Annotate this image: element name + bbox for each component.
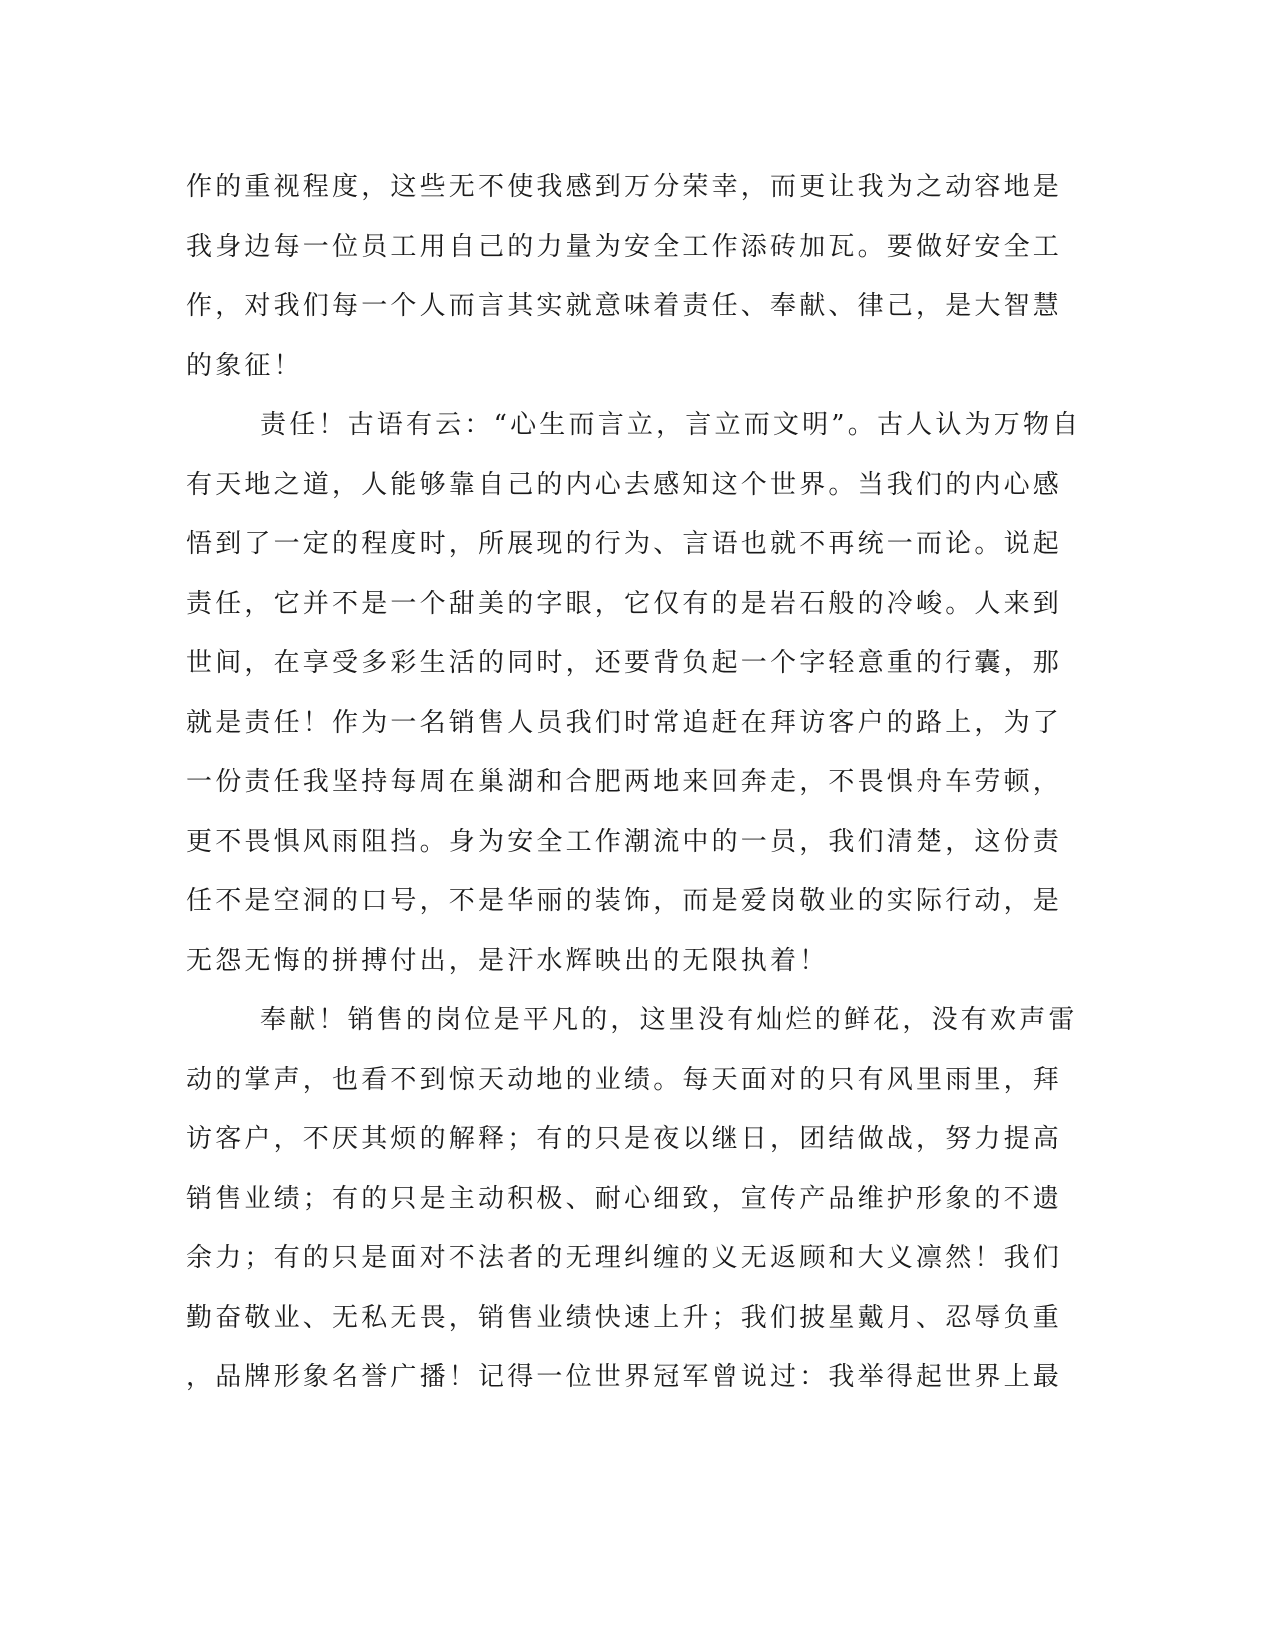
- text-line: 任不是空洞的口号，不是华丽的装饰，而是爱岗敬业的实际行动，是: [186, 886, 1063, 916]
- text-line: 悟到了一定的程度时，所展现的行为、言语也就不再统一而论。说起: [186, 529, 1063, 559]
- text-line: 无怨无悔的拼搏付出，是汗水辉映出的无限执着！: [186, 945, 829, 976]
- text-line: 我身边每一位员工用自己的力量为安全工作添砖加瓦。要做好安全工: [186, 231, 1063, 262]
- paragraph-start-dedication: 奉献！销售的岗位是平凡的，这里没有灿烂的鲜花，没有欢声雷: [260, 1005, 1078, 1035]
- text-line: 访客户，不厌其烦的解释；有的只是夜以继日，团结做战，努力提高: [186, 1124, 1063, 1154]
- text-line: 有天地之道，人能够靠自己的内心去感知这个世界。当我们的内心感: [186, 469, 1063, 500]
- text-line: 责任，它并不是一个甜美的字眼，它仅有的是岩石般的冷峻。人来到: [186, 588, 1063, 619]
- text-line: 的象征！: [186, 350, 303, 381]
- text-line: 一份责任我坚持每周在巢湖和合肥两地来回奔走，不畏惧舟车劳顿，: [186, 767, 1063, 797]
- text-line: 余力；有的只是面对不法者的无理纠缠的义无返顾和大义凛然！我们: [186, 1243, 1063, 1273]
- text-line: 作，对我们每一个人而言其实就意味着责任、奉献、律己，是大智慧: [186, 291, 1063, 321]
- text-line: 就是责任！作为一名销售人员我们时常追赶在拜访客户的路上，为了: [186, 707, 1063, 738]
- paragraph-start-responsibility: 责任！古语有云：“心生而言立，言立而文明”。古人认为万物自: [260, 410, 1082, 440]
- text-line: 世间，在享受多彩生活的同时，还要背负起一个字轻意重的行囊，那: [186, 648, 1063, 678]
- text-line: 销售业绩；有的只是主动积极、耐心细致，宣传产品维护形象的不遗: [186, 1183, 1063, 1214]
- text-line: 动的掌声，也看不到惊天动地的业绩。每天面对的只有风里雨里，拜: [186, 1064, 1063, 1095]
- body-text: [186, 158, 1082, 1408]
- text-line: 作的重视程度，这些无不使我感到万分荣幸，而更让我为之动容地是: [186, 172, 1063, 202]
- text-line: 更不畏惧风雨阻挡。身为安全工作潮流中的一员，我们清楚，这份责: [186, 826, 1063, 857]
- text-line: 勤奋敬业、无私无畏，销售业绩快速上升；我们披星戴月、忍辱负重: [186, 1302, 1063, 1333]
- text-line: ，品牌形象名誉广播！记得一位世界冠军曾说过：我举得起世界上最: [186, 1362, 1063, 1392]
